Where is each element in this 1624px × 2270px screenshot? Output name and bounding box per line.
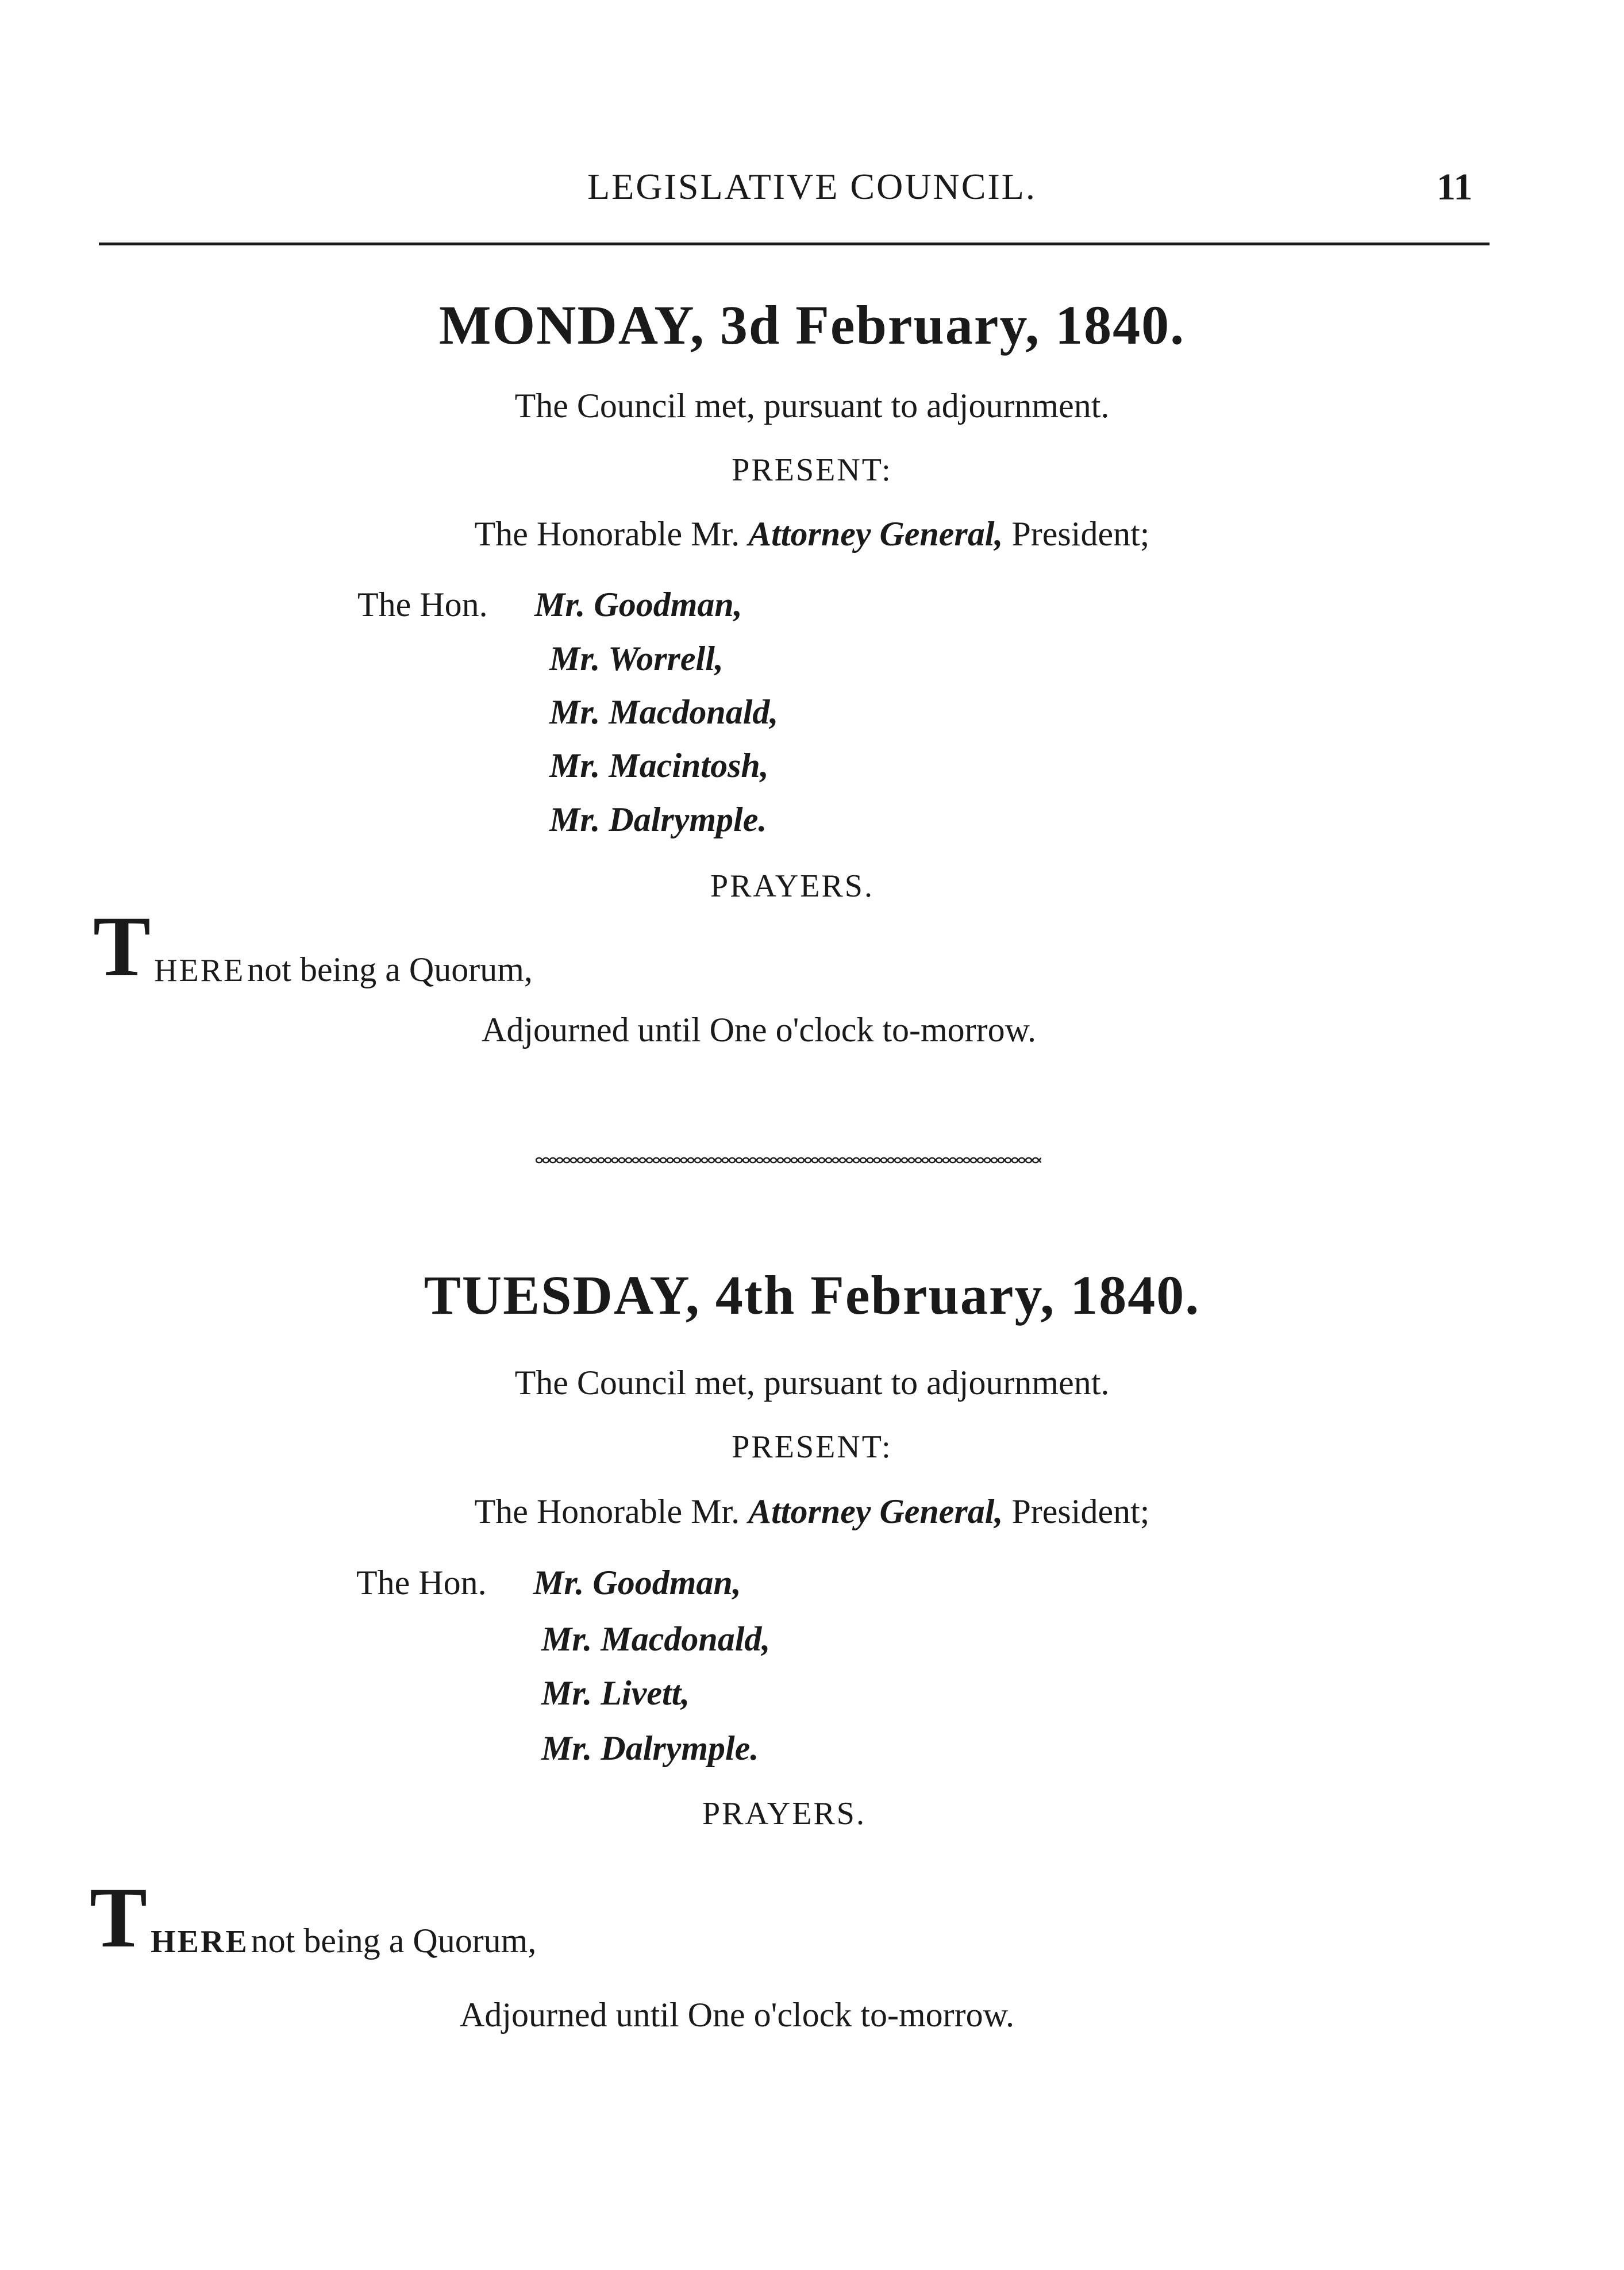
session-2-president-line (0, 1492, 1624, 1532)
session-2-member: Mr. Dalrymple. (541, 1729, 759, 1767)
session-1-member: Mr. Macintosh, (549, 747, 769, 784)
session-1-met-text: The Council met, pursuant to adjournment. (514, 387, 1110, 425)
session-2-adjourned-text: Adjourned until One o'clock to-morrow. (460, 1996, 1015, 2034)
page-number: 11 (1437, 166, 1473, 208)
session-1-president-line (0, 514, 1624, 554)
drop-cap-rest: HERE (154, 953, 245, 988)
session-1-adjourned-text: Adjourned until One o'clock to-morrow. (482, 1011, 1037, 1049)
hon-prefix: The Hon. (357, 586, 488, 624)
session-1-member: Mr. Macdonald, (549, 693, 779, 731)
president-suffix: President; (1011, 515, 1150, 553)
quorum-text: not being a Quorum, (251, 1922, 537, 1960)
president-suffix: President; (1011, 1492, 1150, 1530)
session-1-member: Mr. Worrell, (549, 640, 724, 678)
session-2-met-text: The Council met, pursuant to adjournment. (514, 1364, 1110, 1402)
session-2-prayers-label: PRAYERS. (702, 1796, 866, 1832)
running-header-title: LEGISLATIVE COUNCIL. (587, 166, 1037, 207)
session-1-present-label: PRESENT: (732, 452, 892, 488)
session-2-quorum-line (90, 1870, 537, 1965)
session-2-present-label: PRESENT: (732, 1429, 892, 1465)
session-1-hon-prefix (357, 585, 488, 625)
session-1-prayers-label: PRAYERS. (710, 868, 874, 904)
drop-cap-rest: HERE (151, 1924, 249, 1960)
session-2-date-heading: TUESDAY, 4th February, 1840. (424, 1264, 1200, 1326)
session-2-hon-prefix (356, 1563, 487, 1603)
quorum-text: not being a Quorum, (247, 951, 533, 988)
ornamental-divider (536, 1156, 1041, 1164)
drop-cap: T (90, 1870, 148, 1965)
session-2-member: Mr. Livett, (541, 1674, 690, 1712)
session-1-quorum-line (93, 899, 533, 994)
session-2-member: Mr. Macdonald, (541, 1620, 771, 1658)
president-name: Attorney General, (748, 515, 1003, 553)
hon-prefix: The Hon. (356, 1564, 487, 1602)
session-1-member: Mr. Dalrymple. (549, 801, 767, 838)
header-rule (99, 243, 1490, 245)
drop-cap: T (93, 899, 151, 994)
president-prefix: The Honorable Mr. (474, 1492, 740, 1530)
session-2-member: Mr. Goodman, (533, 1564, 741, 1602)
president-prefix: The Honorable Mr. (474, 515, 740, 553)
session-1-date-heading: MONDAY, 3d February, 1840. (438, 294, 1186, 356)
session-1-member: Mr. Goodman, (534, 586, 742, 624)
president-name: Attorney General, (748, 1492, 1003, 1530)
